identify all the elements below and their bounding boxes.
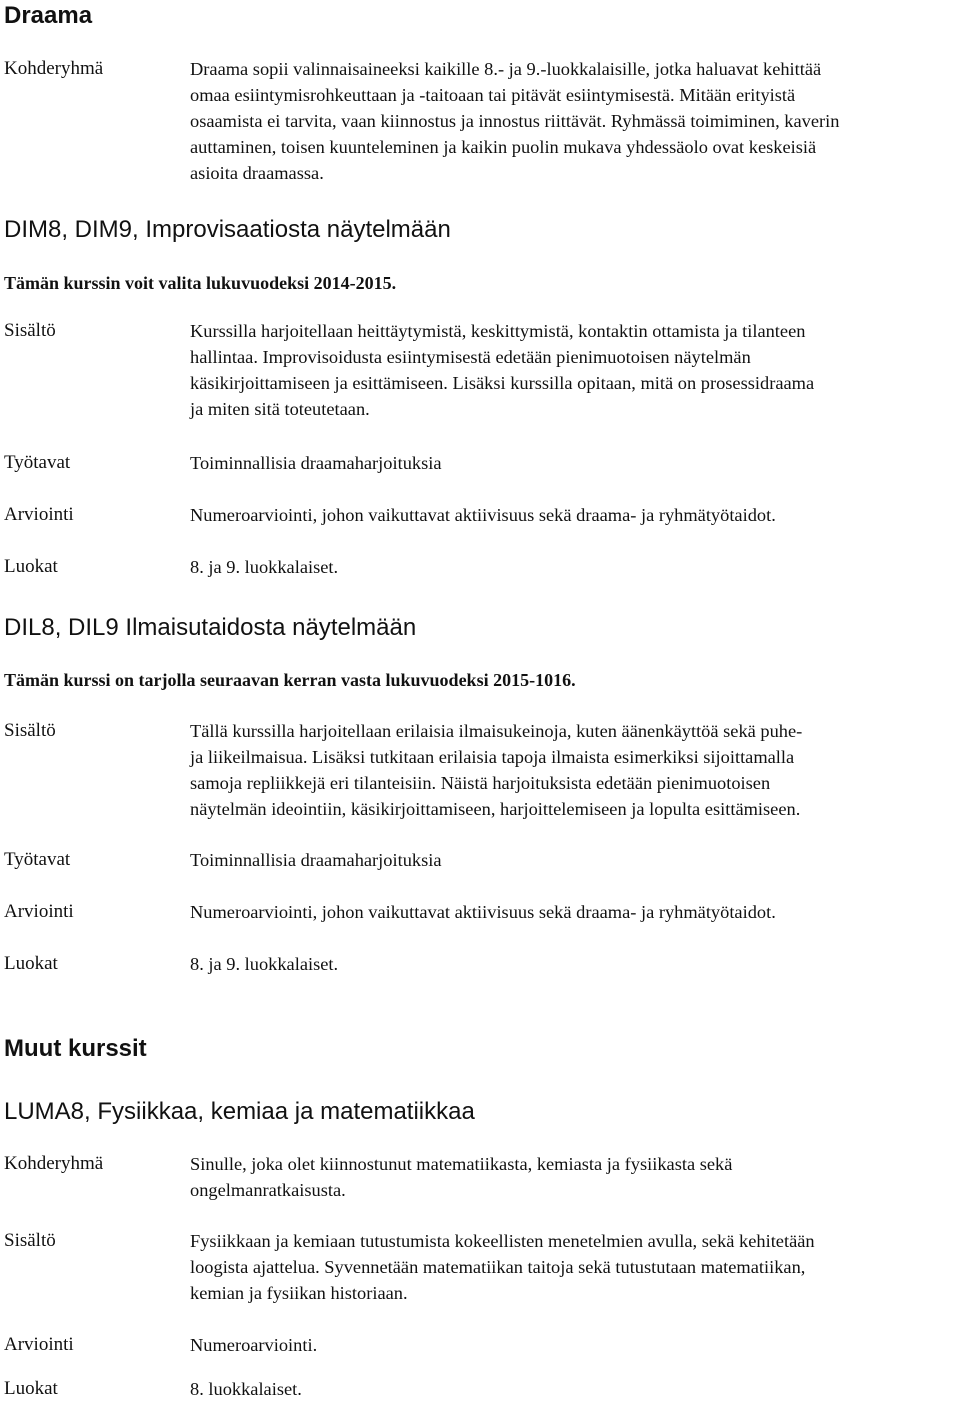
label-sisalto-dim: Sisältö: [4, 320, 56, 341]
course-note-dim: Tämän kurssin voit valita lukuvuodeksi 2014-2015.: [4, 273, 397, 293]
value-luokat-luma: [190, 1376, 960, 1402]
label-tyotavat-dil: Työtavat: [4, 849, 71, 870]
text-line: asioita draamassa.: [190, 163, 324, 183]
label-arviointi-dim: Arviointi: [4, 504, 74, 525]
text-line: 8. ja 9. luokkalaiset.: [190, 557, 339, 577]
value-arviointi-dim: [190, 502, 960, 528]
text-line: ongelmanratkaisusta.: [190, 1180, 346, 1200]
label-luokat-dil: Luokat: [4, 953, 58, 974]
text-line: Draama sopii valinnaisaineeksi kaikille 8.- ja 9.-luokkalaisille, jotka haluavat kehittää: [190, 59, 822, 79]
value-arviointi-dil: [190, 899, 960, 925]
label-kohderyhma-draama: Kohderyhmä: [4, 58, 104, 79]
text-line: Numeroarviointi.: [190, 1335, 318, 1355]
section-title-muut: Muut kurssit: [4, 1035, 147, 1062]
text-line: 8. luokkalaiset.: [190, 1379, 302, 1399]
text-line: Numeroarviointi, johon vaikuttavat aktiivisuus sekä draama- ja ryhmätyötaidot.: [190, 902, 776, 922]
value-tyotavat-dim: [190, 450, 960, 476]
text-line: Sinulle, joka olet kiinnostunut matematiikasta, kemiasta ja fysiikasta sekä: [190, 1154, 733, 1174]
course-note-dil: Tämän kurssi on tarjolla seuraavan kerran vasta lukuvuodeksi 2015-1016.: [4, 670, 576, 690]
label-sisalto-dil: Sisältö: [4, 720, 56, 741]
value-sisalto-dim: [190, 318, 960, 422]
text-line: auttaminen, toisen kuunteleminen ja kaikin puolin mukava yhdessäolo ovat keskeisiä: [190, 137, 817, 157]
text-line: käsikirjoittamiseen ja esittämiseen. Lisäksi kurssilla opitaan, mitä on prosessidraama: [190, 373, 815, 393]
value-kohderyhma-luma: [190, 1151, 960, 1203]
text-line: loogista ajattelua. Syvennetään matematiikan taitoja sekä tutustutaan matematiikan,: [190, 1257, 806, 1277]
text-line: Fysiikkaan ja kemiaan tutustumista kokeellisten menetelmien avulla, sekä kehitetään: [190, 1231, 815, 1251]
text-line: samoja repliikkejä eri tilanteisiin. Näistä harjoituksista edetään pienimuotoisen: [190, 773, 771, 793]
label-luokat-luma: Luokat: [4, 1378, 58, 1399]
value-sisalto-luma: [190, 1228, 960, 1306]
label-arviointi-luma: Arviointi: [4, 1334, 74, 1355]
course-title-luma: LUMA8, Fysiikkaa, kemiaa ja matematiikkaa: [4, 1098, 475, 1125]
value-luokat-dim: [190, 554, 960, 580]
text-line: Kurssilla harjoitellaan heittäytymistä, keskittymistä, kontaktin ottamista ja tilanteen: [190, 321, 806, 341]
text-line: hallintaa. Improvisoidusta esiintymisestä edetään pienimuotoisen näytelmän: [190, 347, 751, 367]
text-line: Toiminnallisia draamaharjoituksia: [190, 453, 442, 473]
text-line: ja miten sitä toteutetaan.: [190, 399, 370, 419]
label-kohderyhma-luma: Kohderyhmä: [4, 1153, 104, 1174]
label-sisalto-luma: Sisältö: [4, 1230, 56, 1251]
course-title-dil: DIL8, DIL9 Ilmaisutaidosta näytelmään: [4, 614, 417, 641]
text-line: kemian ja fysiikan historiaan.: [190, 1283, 408, 1303]
label-arviointi-dil: Arviointi: [4, 901, 74, 922]
text-line: Numeroarviointi, johon vaikuttavat aktiivisuus sekä draama- ja ryhmätyötaidot.: [190, 505, 776, 525]
label-tyotavat-dim: Työtavat: [4, 452, 71, 473]
text-line: näytelmän ideointiin, käsikirjoittamiseen, harjoittelemiseen ja lopulta esittämiseen.: [190, 799, 801, 819]
value-arviointi-luma: [190, 1332, 960, 1358]
text-line: Tällä kurssilla harjoitellaan erilaisia ilmaisukeinoja, kuten äänenkäyttöä sekä puhe-: [190, 721, 803, 741]
text-line: 8. ja 9. luokkalaiset.: [190, 954, 339, 974]
value-tyotavat-dil: [190, 847, 960, 873]
label-luokat-dim: Luokat: [4, 556, 58, 577]
text-line: ja liikeilmaisua. Lisäksi tutkitaan erilaisia tapoja ilmaista esimerkiksi sijoittamalla: [190, 747, 795, 767]
value-luokat-dil: [190, 951, 960, 977]
text-line: Toiminnallisia draamaharjoituksia: [190, 850, 442, 870]
text-line: osaamista ei tarvita, vaan kiinnostus ja innostus riittävät. Ryhmässä toimiminen, kaverin: [190, 111, 840, 131]
course-title-dim: DIM8, DIM9, Improvisaatiosta näytelmään: [4, 216, 451, 243]
value-kohderyhma-draama: [190, 56, 960, 186]
value-sisalto-dil: [190, 718, 960, 822]
text-line: omaa esiintymisrohkeuttaan ja -taitoaan tai pitävät esiintymisestä. Mitään erityistä: [190, 85, 796, 105]
section-title-draama: Draama: [4, 2, 93, 29]
